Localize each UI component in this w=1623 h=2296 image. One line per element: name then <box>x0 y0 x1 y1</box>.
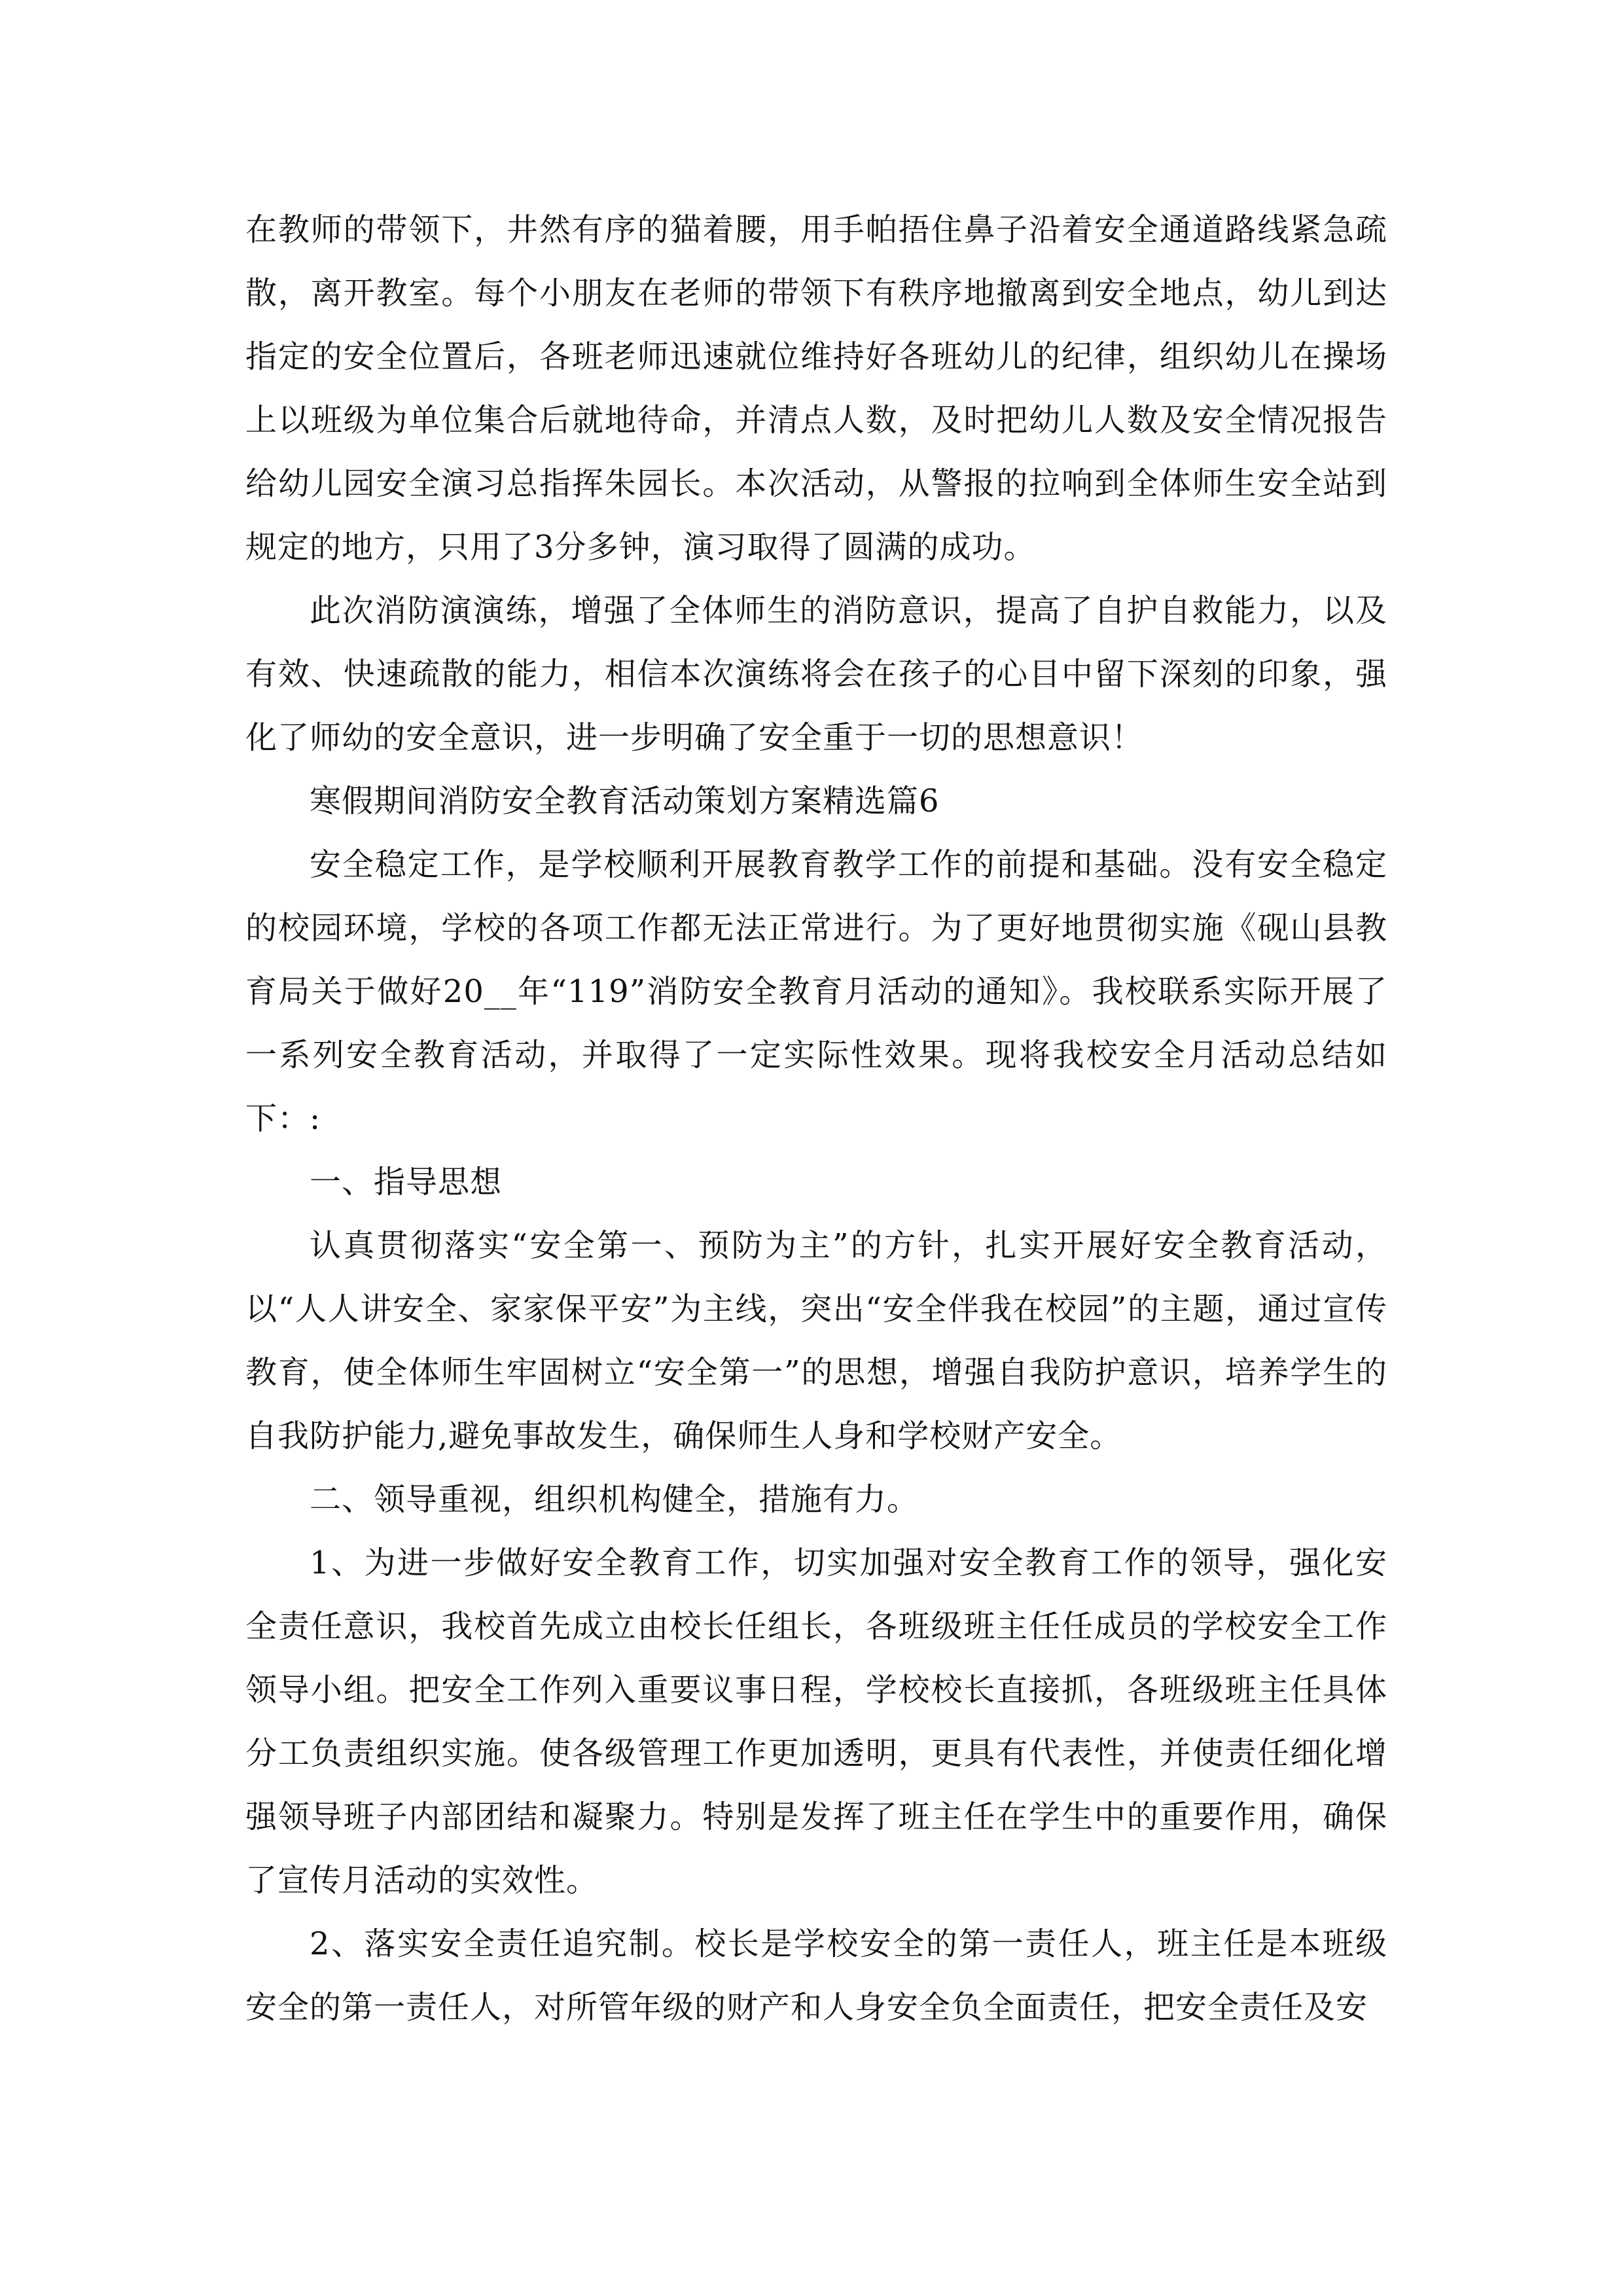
heading-guiding-ideology: 一、指导思想 <box>310 1164 503 1200</box>
paragraph-safety-intro: 安全稳定工作，是学校顺利开展教育教学工作的前提和基础。没有安全稳定的校园环境，学校的各项工作都无法正常进行。为了更好地贯彻实施《砚山县教育局关于做好20__年“119”消防安全教育月活动的通知》。我校联系实际开展了一系列安全教育活动，并取得了一定实际性效果。现将我校安全月活动总结如下：: <box>245 846 1387 1137</box>
paragraph-guiding-ideology: 认真贯彻落实“安全第一、预防为主”的方针，扎实开展好安全教育活动，以“人人讲安全、家家保平安”为主线，突出“安全伴我在校园”的主题，通过宣传教育，使全体师生牢固树立“安全第一”的思想，增强自我防护意识，培养学生的自我防护能力,避免事故发生，确保师生人身和学校财产安全。 <box>245 1227 1387 1454</box>
paragraph-leadership-group: 1、为进一步做好安全教育工作，切实加强对安全教育工作的领导，强化安全责任意识，我校首先成立由校长任组长，各班级班主任任成员的学校安全工作领导小组。把安全工作列入重要议事日程，学校校长直接抓，各班级班主任具体分工负责组织实施。使各级管理工作更加透明，更具有代表性，并使责任细化增强领导班子内部团结和凝聚力。特别是发挥了班主任在学生中的重要作用，确保了宣传月活动的实效性。 <box>245 1545 1387 1899</box>
paragraph-drill-summary: 此次消防演演练，增强了全体师生的消防意识，提高了自护自救能力，以及有效、快速疏散的能力，相信本次演练将会在孩子的心目中留下深刻的印象，强化了师幼的安全意识，进一步明确了安全重于一切的思想意识！ <box>245 592 1387 756</box>
section-title-plan-6: 寒假期间消防安全教育活动策划方案精选篇6 <box>310 783 940 819</box>
paragraph-responsibility: 2、落实安全责任追究制。校长是学校安全的第一责任人，班主任是本班级安全的第一责任人，对所管年级的财产和人身安全负全面责任，把安全责任及安 <box>245 1926 1387 2026</box>
paragraph-evacuation-drill: 在教师的带领下，井然有序的猫着腰，用手帕捂住鼻子沿着安全通道路线紧急疏散，离开教室。每个小朋友在老师的带领下有秩序地撤离到安全地点，幼儿到达指定的安全位置后，各班老师迅速就位维持好各班幼儿的纪律，组织幼儿在操场上以班级为单位集合后就地待命，并清点人数，及时把幼儿人数及安全情况报告给幼儿园安全演习总指挥朱园长。本次活动，从警报的拉响到全体师生安全站到规定的地方，只用了3分多钟，演习取得了圆满的成功。 <box>245 211 1387 565</box>
heading-leadership: 二、领导重视，组织机构健全，措施有力。 <box>310 1481 919 1518</box>
document-body <box>245 198 1387 2039</box>
